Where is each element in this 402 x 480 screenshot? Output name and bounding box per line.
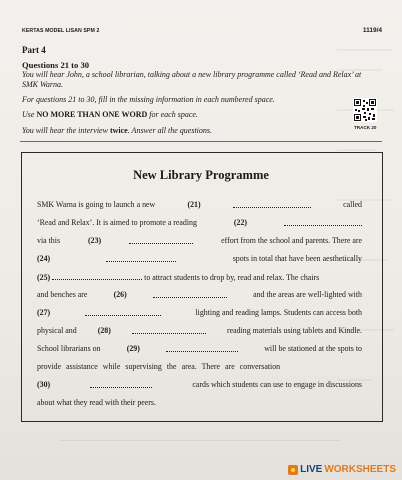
answer-blank-22[interactable] bbox=[284, 218, 362, 226]
instruction-text: . Answer all the questions. bbox=[127, 126, 212, 135]
text-line-7 bbox=[37, 308, 362, 317]
answer-blank-23[interactable] bbox=[129, 236, 193, 244]
body-text: will be stationed at the spots to bbox=[264, 344, 362, 353]
instruction-listen bbox=[22, 126, 212, 136]
answer-blank-25[interactable] bbox=[52, 272, 142, 280]
text-line-12 bbox=[37, 398, 362, 407]
text-line-4 bbox=[37, 254, 362, 263]
instruction-word-limit bbox=[22, 110, 198, 120]
answer-blank-30[interactable] bbox=[90, 380, 152, 388]
instruction-emphasis: NO MORE THAN ONE WORD bbox=[36, 110, 148, 119]
body-text: ‘Read and Relax’. It is aimed to promote a reading bbox=[37, 218, 197, 227]
question-number-24: (24) bbox=[37, 254, 51, 263]
body-text: lighting and reading lamps. Students can access both bbox=[195, 308, 362, 317]
text-line-6 bbox=[37, 290, 362, 299]
body-text: reading materials using tablets and Kindle. bbox=[227, 326, 362, 335]
watermark-text-live: LIVE bbox=[300, 464, 323, 475]
liveworksheets-watermark[interactable] bbox=[288, 464, 396, 475]
track-label: TRACK 20 bbox=[354, 125, 377, 130]
question-number-23: (23) bbox=[88, 236, 102, 245]
answer-blank-24[interactable] bbox=[106, 254, 176, 262]
body-text: cards which students can use to engage in discussions bbox=[192, 380, 362, 389]
body-text: and benches are bbox=[37, 290, 88, 299]
instruction-text: Use bbox=[22, 110, 35, 119]
question-number-25: (25) bbox=[37, 273, 51, 282]
text-line-2 bbox=[37, 218, 362, 227]
instruction-intro: You will hear John, a school librarian, talking about a new library programme called ‘Read and Relax’ at SMK Warna. bbox=[22, 70, 362, 89]
text-line-9 bbox=[37, 344, 362, 353]
instruction-text: for each space. bbox=[149, 110, 198, 119]
question-number-30: (30) bbox=[37, 380, 51, 389]
body-text: School librarians on bbox=[37, 344, 101, 353]
text-line-3 bbox=[37, 236, 362, 245]
text-line-10 bbox=[37, 362, 362, 371]
text-line-1 bbox=[37, 200, 362, 209]
instruction-fill: For questions 21 to 30, fill in the missing information in each numbered space. bbox=[22, 95, 275, 104]
body-text: effort from the school and parents. There are bbox=[221, 236, 362, 245]
body-text: called bbox=[343, 200, 362, 209]
body-text: about what they read with their peers. bbox=[37, 398, 156, 407]
exam-header: KERTAS MODEL LISAN SPM 2 bbox=[22, 28, 100, 34]
body-text: physical and bbox=[37, 326, 77, 335]
answer-blank-26[interactable] bbox=[153, 290, 227, 298]
instruction-text: You will hear the interview bbox=[22, 126, 108, 135]
body-text: and the areas are well-lighted with bbox=[253, 290, 362, 299]
question-number-21: (21) bbox=[187, 200, 201, 209]
body-text: provide assistance while supervising the area. There are conversation bbox=[37, 362, 281, 371]
question-number-27: (27) bbox=[37, 308, 51, 317]
answer-blank-28[interactable] bbox=[132, 326, 206, 334]
question-number-29: (29) bbox=[126, 344, 140, 353]
body-text: SMK Warna is going to launch a new bbox=[37, 200, 156, 209]
question-number-26: (26) bbox=[113, 290, 127, 299]
answer-blank-29[interactable] bbox=[166, 344, 238, 352]
box-title: New Library Programme bbox=[133, 168, 269, 182]
answer-blank-27[interactable] bbox=[85, 308, 161, 316]
paper-code: 1119/4 bbox=[362, 27, 382, 34]
watermark-text-worksheets: WORKSHEETS bbox=[324, 464, 396, 475]
text-line-5 bbox=[37, 272, 362, 282]
answer-blank-21[interactable] bbox=[233, 200, 311, 208]
page-fold-shadow bbox=[60, 440, 340, 441]
question-number-22: (22) bbox=[233, 218, 248, 227]
liveworksheets-logo-icon bbox=[288, 465, 298, 475]
text-line-11 bbox=[37, 380, 362, 389]
text-line-8 bbox=[37, 326, 362, 335]
instruction-emphasis: twice bbox=[109, 126, 128, 135]
part-heading: Part 4 bbox=[22, 45, 46, 55]
question-range: Questions 21 to 30 bbox=[22, 60, 90, 70]
body-text: spots in total that have been aesthetically bbox=[232, 254, 362, 263]
body-text: via this bbox=[37, 236, 61, 245]
qr-code-icon[interactable] bbox=[353, 98, 377, 122]
section-divider bbox=[20, 141, 382, 142]
body-text: to attract students to drop by, read and relax. The chairs bbox=[144, 273, 320, 282]
question-number-28: (28) bbox=[97, 326, 111, 335]
